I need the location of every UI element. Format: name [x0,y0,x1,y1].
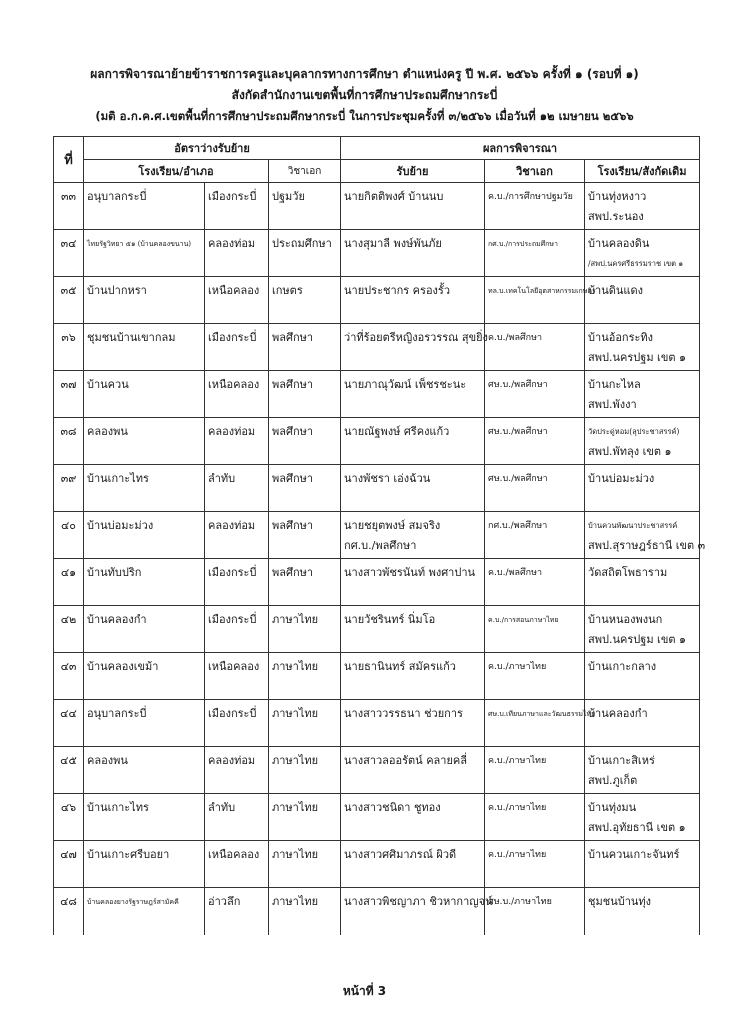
vacancy-major: พลศึกษา [269,559,341,606]
row-number: ๔๘ [54,888,84,935]
table-row [54,371,700,418]
vacancy-major: ปฐมวัย [269,183,341,230]
vacancy-school: บ้านเกาะไทร [84,794,205,841]
origin-affiliation: สพป.พังงา [588,398,637,411]
mover-major: ค.บ./ภาษาไทย [485,747,585,794]
row-number: ๓๖ [54,324,84,371]
vacancy-school: อนุบาลกระบี่ [84,700,205,747]
header-major: วิชาเอก [269,160,341,183]
table-row [54,606,700,653]
origin-school: ชุมชนบ้านทุ่ง [585,888,700,935]
vacancy-school: ชุมชนบ้านเขากลม [84,324,205,371]
row-number: ๓๘ [54,418,84,465]
document-header [40,64,689,127]
origin-school-line1: บ้านหนองพงนก [588,613,663,626]
header-resolution: (มติ อ.ก.ค.ศ.เขตพื้นที่การศึกษาประถมศึกษากระบี่ ในการประชุมครั้งที่ ๓/๒๕๖๖ เมื่อวันที่ ๑๒ เมษายน ๒๕๖๖ [95,109,634,123]
table-row [54,841,700,888]
vacancy-district: เมืองกระบี่ [205,700,269,747]
origin-school [585,230,700,277]
table-row [54,512,700,559]
vacancy-major: พลศึกษา [269,418,341,465]
origin-school-line1: บ้านทุ่งมน [588,801,637,814]
vacancy-district: เหนือคลอง [205,653,269,700]
header-title: ผลการพิจารณาย้ายข้าราชการครูและบุคลากรทางการศึกษา ตำแหน่งครู ปี พ.ศ. ๒๕๖๖ ครั้งที่ ๑ (รอบที่ ๑) [90,67,639,81]
vacancy-major: พลศึกษา [269,371,341,418]
results-table-body [54,183,706,935]
header-subtitle: สังกัดสำนักงานเขตพื้นที่การศึกษาประถมศึกษากระบี่ [231,88,498,102]
origin-affiliation: สพป.ภูเก็ต [588,774,638,787]
mover-name: นางสาววรรธนา ช่วยการ [341,700,485,747]
vacancy-school: ไทยรัฐวิทยา ๕๑ (บ้านคลองขนาน) [84,230,205,277]
table-row [54,559,700,606]
origin-affiliation: /สพป.นครศรีธรรมราช เขต ๑ [588,259,684,268]
vacancy-district: คลองท่อม [205,230,269,277]
origin-school: บ้านเกาะกลาง [585,653,700,700]
origin-school [585,794,700,841]
vacancy-major: ประถมศึกษา [269,230,341,277]
origin-school [585,418,700,465]
table-row [54,700,700,747]
mover-major: ศษ.บ./พลศึกษา [485,371,585,418]
origin-school [585,747,700,794]
origin-affiliation: สพป.พัทลุง เขต ๑ [588,445,672,458]
vacancy-school: บ้านทับปริก [84,559,205,606]
mover-name: นางสาวศศิมาภรณ์ ผิวดี [341,841,485,888]
origin-school-line1: บ้านเกาะสิเหร่ [588,754,655,767]
header-mover-major: วิชาเอก [485,160,585,183]
vacancy-district: เมืองกระบี่ [205,324,269,371]
vacancy-district: คลองท่อม [205,512,269,559]
mover-major: ศษ.บ./พลศึกษา [485,465,585,512]
mover-name: นางพัชรา เอ่งฉ้วน [341,465,485,512]
vacancy-district: ลำทับ [205,465,269,512]
origin-school-line1: บ้านกะไหล [588,378,641,391]
table-row [54,277,700,324]
mover-name: นายธานินทร์ สมัครแก้ว [341,653,485,700]
mover-name: นางสาวลออรัตน์ คลายคลี่ [341,747,485,794]
vacancy-major: พลศึกษา [269,465,341,512]
table-row [54,888,700,935]
origin-affiliation: สพป.นครปฐม เขต ๑ [588,633,686,646]
origin-school [585,324,700,371]
vacancy-school: บ้านควน [84,371,205,418]
origin-affiliation: สพป.อุทัยธานี เขต ๑ [588,821,686,834]
table-row [54,230,700,277]
vacancy-school: คลองพน [84,747,205,794]
mover-major: ค.บ./ภาษาไทย [485,841,585,888]
origin-school: วัดสถิตโพธาราม [585,559,700,606]
origin-school: บ้านควนเกาะจันทร์ [585,841,700,888]
mover-name-line2: กศ.บ./พลศึกษา [344,539,417,552]
origin-school-line1: บ้านทุ่งหงาว [588,190,647,203]
vacancy-school: บ้านเกาะศรีบอยา [84,841,205,888]
origin-affiliation: สพป.นครปฐม เขต ๑ [588,351,686,364]
mover-major: ค.บ./ภาษาไทย [485,794,585,841]
mover-major: ศษ.บ.เทียนภาษาและวัฒนธรรมไทย [485,700,585,747]
mover-name: นางสุมาลี พงษ์พันภัย [341,230,485,277]
table-row [54,747,700,794]
row-number: ๔๒ [54,606,84,653]
row-number: ๔๓ [54,653,84,700]
origin-school-line1: วัดประดู่หอม(ลุประชาสรรค์) [588,427,680,436]
vacancy-major: ภาษาไทย [269,700,341,747]
vacancy-district: ลำทับ [205,794,269,841]
vacancy-school: บ้านบ่อมะม่วง [84,512,205,559]
mover-major: ศษ.บ./พลศึกษา [485,418,585,465]
results-table [53,136,706,935]
origin-school-line1: บ้านอ้อกระทิง [588,331,654,344]
origin-affiliation: สพป.สุราษฎร์ธานี เขต ๓ [588,539,706,552]
table-row [54,653,700,700]
vacancy-major: ภาษาไทย [269,888,341,935]
vacancy-district: เมืองกระบี่ [205,183,269,230]
mover-major: ค.บ./การสอนภาษาไทย [485,606,585,653]
vacancy-district: เหนือคลอง [205,371,269,418]
origin-school-line1: บ้านคลองดิน [588,237,650,250]
vacancy-school: อนุบาลกระบี่ [84,183,205,230]
origin-school: บ้านบ่อมะม่วง [585,465,700,512]
row-number: ๔๔ [54,700,84,747]
vacancy-district: เมืองกระบี่ [205,559,269,606]
header-origin: โรงเรียน/สังกัดเดิม [585,160,700,183]
row-number: ๔๕ [54,747,84,794]
origin-school-line1: บ้านควนพัฒนาประชาสรรค์ [588,521,678,530]
header-result-group: ผลการพิจารณา [341,137,700,160]
mover-name: นางสาวชนิดา ชูทอง [341,794,485,841]
mover-name: นายวัชรินทร์ นิ่มโอ [341,606,485,653]
origin-school [585,183,700,230]
vacancy-district: เหนือคลอง [205,841,269,888]
mover-name: นายประชากร ครองรั้ว [341,277,485,324]
vacancy-district: คลองท่อม [205,747,269,794]
vacancy-major: ภาษาไทย [269,794,341,841]
origin-school [585,371,700,418]
vacancy-major: พลศึกษา [269,512,341,559]
mover-name: นายกิตติพงศ์ บ้านนบ [341,183,485,230]
mover-name: นายภาณุวัฒน์ เพ็ชรชะนะ [341,371,485,418]
header-school-district: โรงเรียน/อำเภอ [84,160,269,183]
mover-major: ค.บ./พลศึกษา [485,324,585,371]
mover-name [341,512,485,559]
origin-school: บ้านดินแดง [585,277,700,324]
header-vacancy-group: อัตราว่างรับย้าย [84,137,341,160]
vacancy-major: ภาษาไทย [269,841,341,888]
vacancy-district: อ่าวลึก [205,888,269,935]
mover-major: ทล.บ.เทคโนโลยีอุตสาหกรรมเกษตร [485,277,585,324]
row-number: ๔๐ [54,512,84,559]
vacancy-school: บ้านปากหรา [84,277,205,324]
vacancy-school: คลองพน [84,418,205,465]
vacancy-school: บ้านคลองยางรัฐราษฎร์สามัคคี [84,888,205,935]
row-number: ๔๗ [54,841,84,888]
vacancy-major: พลศึกษา [269,324,341,371]
table-row [54,465,700,512]
row-number: ๓๔ [54,230,84,277]
vacancy-school: บ้านคลองเขม้า [84,653,205,700]
mover-name: นางสาวพิชญาภา ชิวหากาญจน์ [341,888,485,935]
vacancy-major: ภาษาไทย [269,747,341,794]
mover-name: ว่าที่ร้อยตรีหญิงอรวรรณ สุขยิ่ง [341,324,485,371]
table-row [54,183,700,230]
origin-school [585,606,700,653]
table-row [54,418,700,465]
mover-major: ค.บ./พลศึกษา [485,559,585,606]
vacancy-district: เหนือคลอง [205,277,269,324]
mover-name: นางสาวพัชรนันท์ พงศาปาน [341,559,485,606]
vacancy-school: บ้านคลองกำ [84,606,205,653]
row-number: ๓๕ [54,277,84,324]
mover-major: กศ.บ./พลศึกษา [485,512,585,559]
row-number: ๓๗ [54,371,84,418]
vacancy-major: ภาษาไทย [269,653,341,700]
mover-major: ค.บ./การศึกษาปฐมวัย [485,183,585,230]
header-mover: รับย้าย [341,160,485,183]
vacancy-district: เมืองกระบี่ [205,606,269,653]
vacancy-school: บ้านเกาะไทร [84,465,205,512]
row-number: ๔๖ [54,794,84,841]
row-number: ๔๑ [54,559,84,606]
table-row [54,324,700,371]
mover-major: ค.บ./ภาษาไทย [485,653,585,700]
mover-major: ศษ.บ./ภาษาไทย [485,888,585,935]
row-number: ๓๙ [54,465,84,512]
vacancy-major: ภาษาไทย [269,606,341,653]
table-row [54,794,700,841]
mover-name: นายณัฐพงษ์ ศรีคงแก้ว [341,418,485,465]
row-number: ๓๓ [54,183,84,230]
header-no: ที่ [54,137,84,183]
vacancy-district: คลองท่อม [205,418,269,465]
origin-school [585,512,706,559]
page-number: หน้าที่ 3 [342,984,387,998]
mover-major: กศ.บ./การประถมศึกษา [485,230,585,277]
vacancy-major: เกษตร [269,277,341,324]
origin-affiliation: สพป.ระนอง [588,210,644,223]
mover-name-line1: นายชยุตพงษ์ สมจริง [344,519,441,532]
origin-school: บ้านคลองกำ [585,700,700,747]
